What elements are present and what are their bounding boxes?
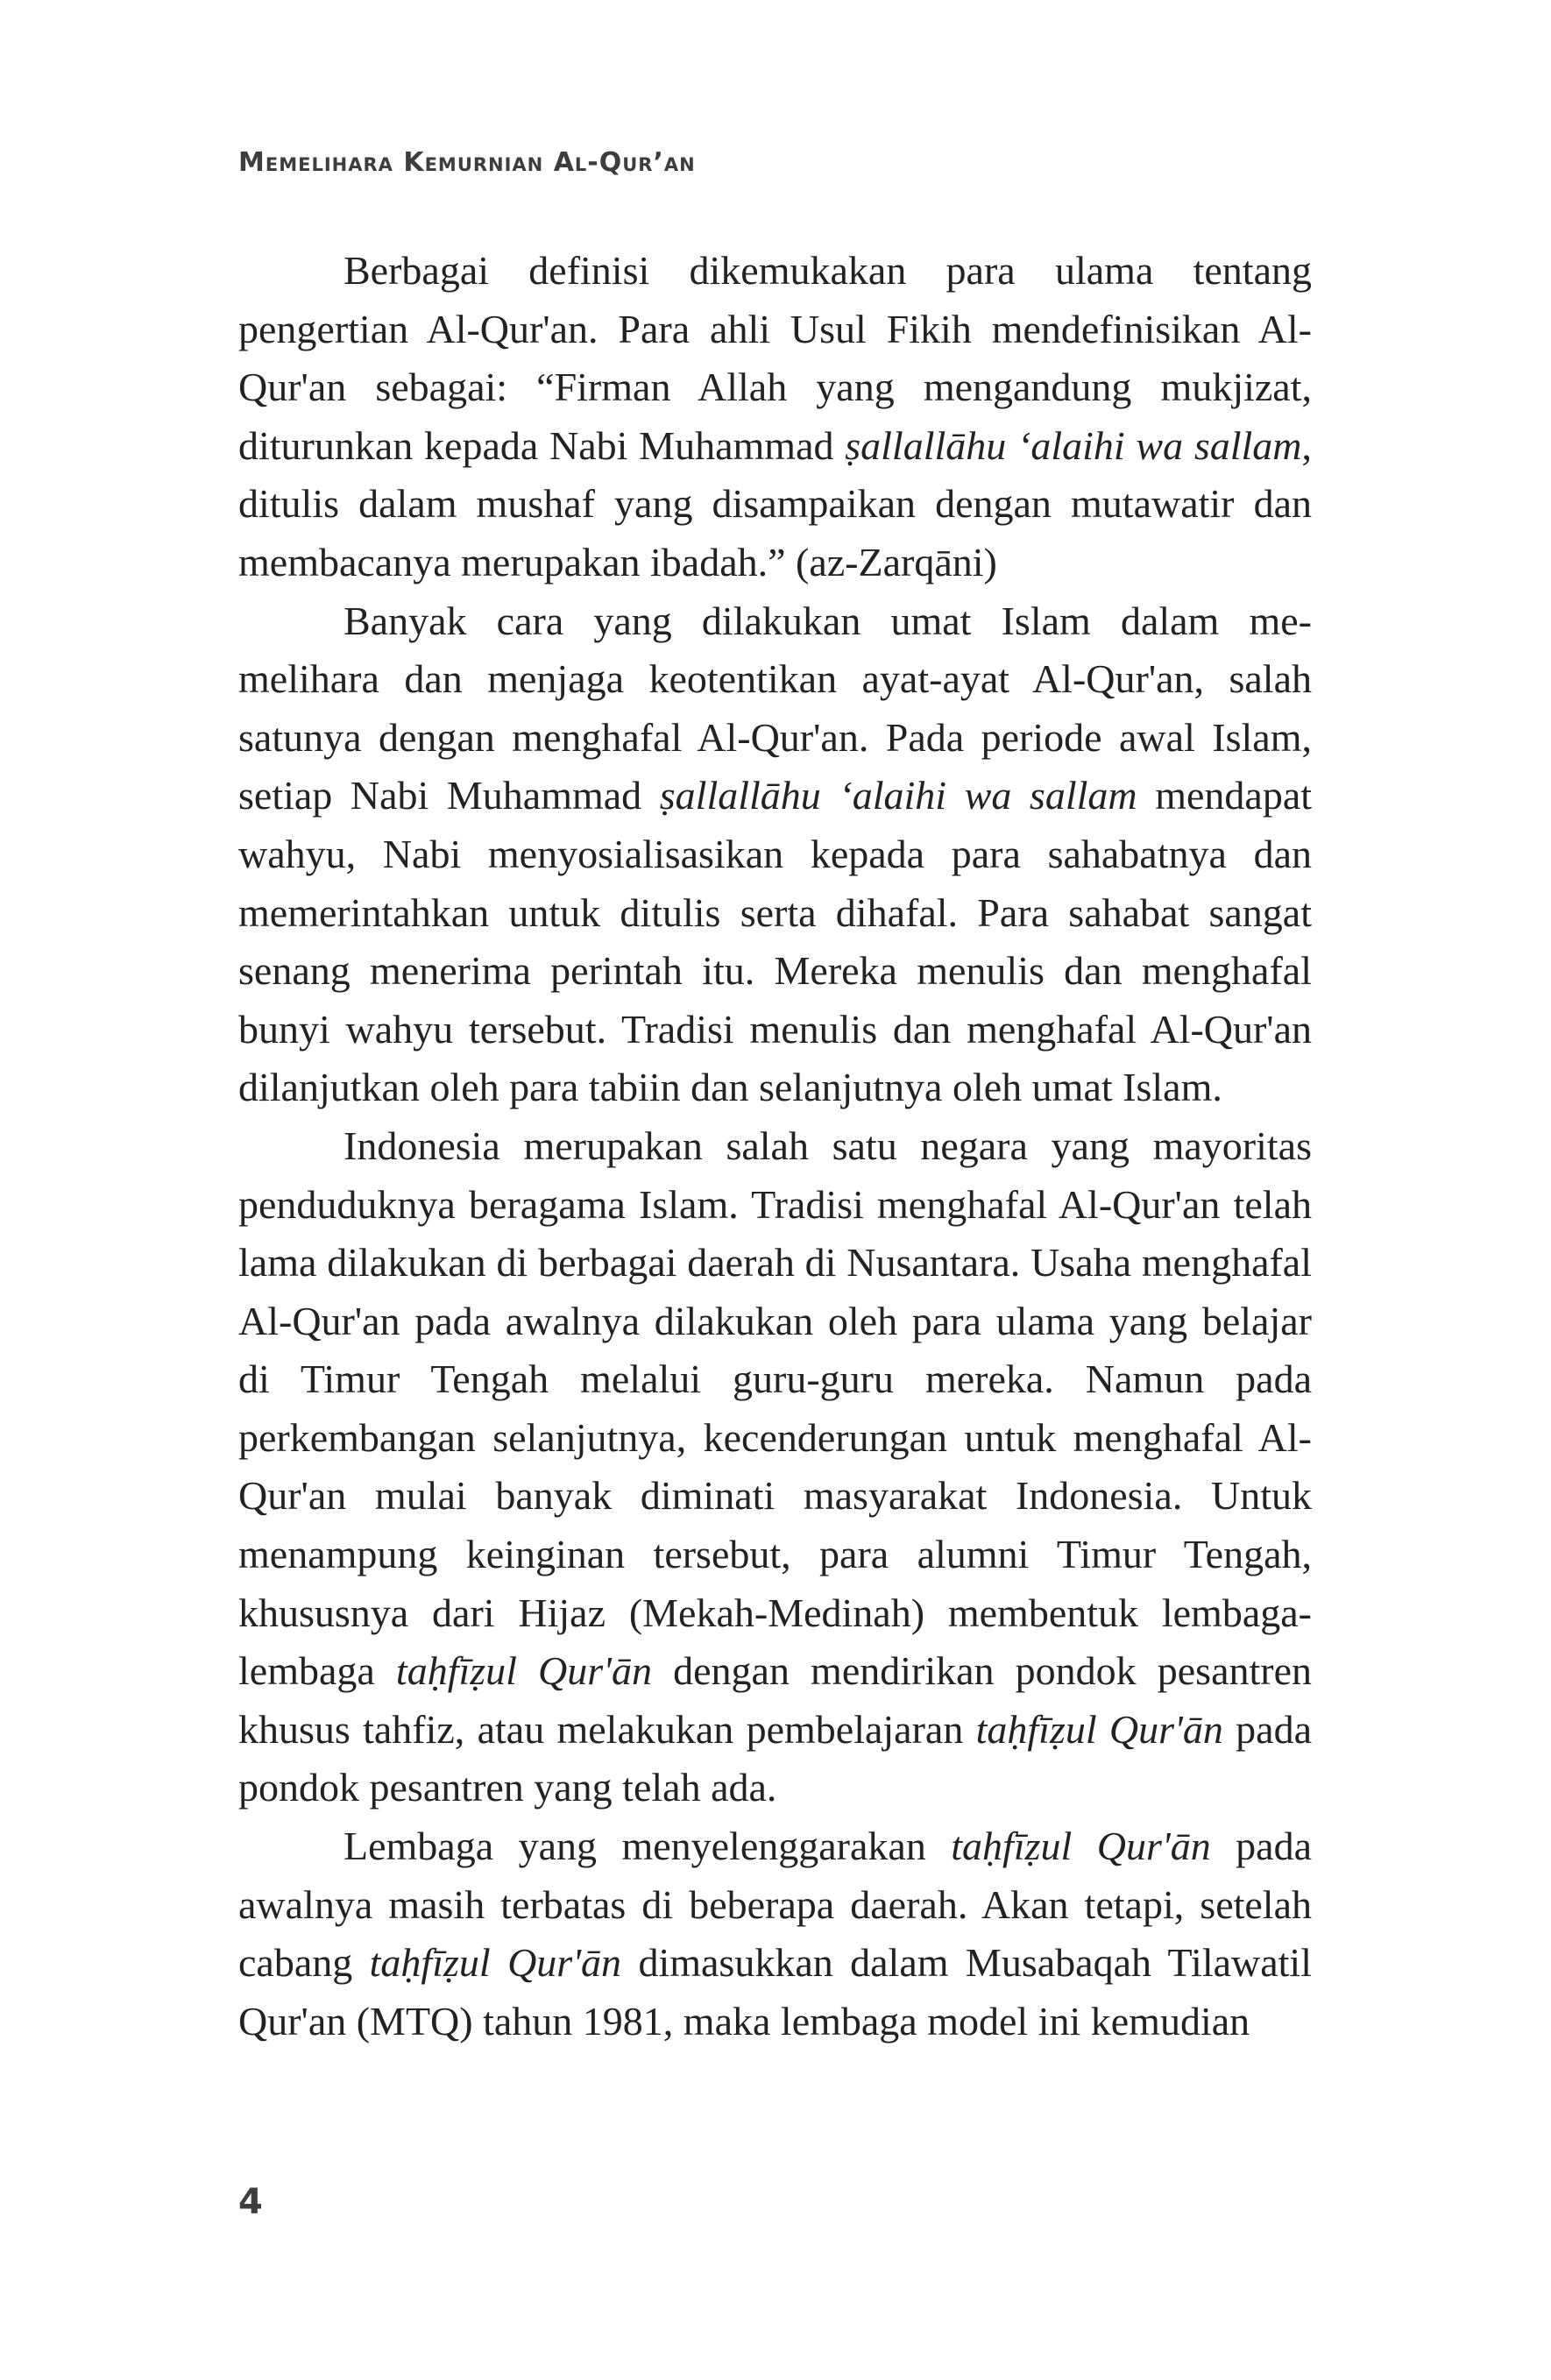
text-run: Lembaga yang menyelenggarakan xyxy=(343,1824,952,1869)
paragraph xyxy=(238,592,1312,1117)
term-italic: taḥfīẓul Qur'ān xyxy=(369,1940,622,1986)
term-italic: taḥfīẓul Qur'ān xyxy=(975,1706,1223,1752)
text-run: dengan mendirikan pondok pesantren khusus tahfiz, atau melakukan pembelajaran xyxy=(238,1648,1313,1752)
text-run: Banyak cara yang dilakukan umat Islam dalam me-melihara dan menjaga keotentikan ayat-ayat Al-Qur'an, salah satunya dengan menghafal Al-Qur'an. Pada periode awal Islam, setiap Nabi Muhammad xyxy=(238,598,1312,818)
honorific-italic: ṣallallāhu ‘alaihi wa sallam xyxy=(845,422,1302,468)
paragraph xyxy=(238,242,1312,592)
honorific-italic: ṣallallāhu ‘alaihi wa sallam xyxy=(659,773,1137,818)
text-run: mendapat wahyu, Nabi menyosialisasikan kepada para sahabatnya dan memerintahkan untuk ditulis serta dihafal. Para sahabat sangat senang menerima perintah itu. Mereka menulis dan menghafal bunyi wahyu tersebut. Tradisi menulis dan menghafal Al-Qur'an dilanjutkan oleh para tabiin dan selanjutnya oleh umat Islam. xyxy=(238,773,1313,1110)
text-run: Indonesia merupakan salah satu negara yang mayoritas penduduknya beragama Islam. Tradisi menghafal Al-Qur'an telah lama dilakukan di berbagai daerah di Nusantara. Usaha menghafal Al-Qur'an pada awalnya dilakukan oleh para ulama yang belajar di Timur Tengah melalui guru-guru mereka. Namun pada perkembangan selanjutnya, kecenderungan untuk menghafal Al-Qur'an mulai banyak diminati masyarakat Indonesia. Untuk menampung keinginan tersebut, para alumni Timur Tengah, khususnya dari Hijaz (Mekah-Medinah) membentuk lembaga-lembaga xyxy=(238,1123,1312,1694)
paragraph xyxy=(238,1117,1312,1817)
body-text xyxy=(238,242,1312,2051)
text-run: dimasukkan dalam Musabaqah Tilawatil Qur'an (MTQ) tahun 1981, maka lembaga model ini kemudian xyxy=(238,1940,1312,2044)
paragraph xyxy=(238,1817,1312,2051)
text-run: pada pondok pesantren yang telah ada. xyxy=(238,1706,1312,1810)
term-italic: taḥfīẓul Qur'ān xyxy=(951,1824,1211,1869)
page-number: 4 xyxy=(238,2182,263,2222)
term-italic: taḥfīẓul Qur'ān xyxy=(395,1648,653,1694)
text-run: pada awalnya masih terbatas di beberapa daerah. Akan tetapi, setelah cabang xyxy=(238,1824,1312,1986)
text-run: Berbagai definisi dikemukakan para ulama tentang pengertian Al-Qur'an. Para ahli Usul Fikih mendefinisikan Al-Qur'an sebagai: “Firman Allah yang mengandung mukjizat, diturunkan kepada Nabi Muhammad xyxy=(238,248,1312,468)
running-head: Memelihara Kemurnian Al-Qur’an xyxy=(238,147,696,178)
text-run: , ditulis dalam mushaf yang disampaikan dengan mutawatir dan membacanya merupakan ibadah.” (az-Zarqāni) xyxy=(238,422,1313,584)
